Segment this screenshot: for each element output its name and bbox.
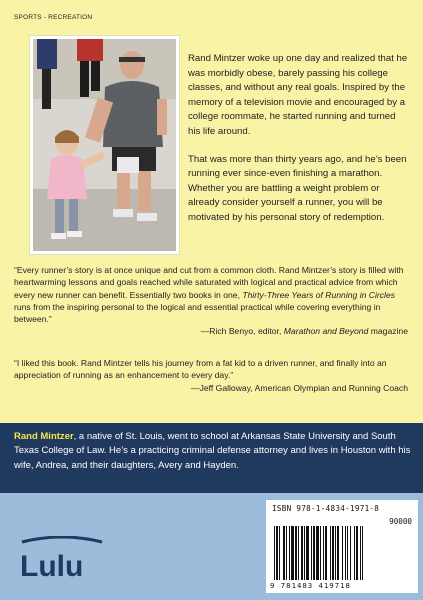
barcode-bars — [272, 526, 412, 580]
quote-1-attribution: —Rich Benyo, editor, Marathon and Beyond magazine — [200, 326, 408, 337]
category-label: SPORTS - RECREATION — [14, 14, 93, 21]
barcode — [266, 500, 418, 593]
intro-paragraph-2: That was more than thirty years ago, and he’s been running ever since-even finishing a marathon. Whether you are battling a weight problem or already consider yourself a runner, you will be motivated by his personal story of redemption. — [188, 153, 407, 223]
ean-number: 9 781483 419718 — [270, 581, 351, 590]
cover-photo — [30, 36, 179, 254]
runner-photo-illustration — [33, 39, 176, 251]
isbn-label: ISBN 978-1-4834-1971-8 — [272, 504, 380, 513]
lulu-logo-icon — [14, 536, 110, 584]
book-title: Thirty-Three Years of Running in Circles — [242, 289, 396, 300]
intro-paragraph-1: Rand Mintzer woke up one day and realized that he was morbidly obese, barely passing his college classes, and without any real goals. Inspired by the memory of a television movie and encouraged by a college roommate, he started running and turned his life around. — [188, 53, 408, 137]
author-bio: Rand Mintzer, a native of St. Louis, went to school at Arkansas State University and South Texas College of Law. He’s a practicing criminal defense attorney and lives in Houston with his wife, Andrea, and their daughters, Avery and Hayden. — [14, 431, 411, 471]
price-code: 90000 — [389, 517, 412, 526]
endorsement-quote-2: “I liked this book. Rand Mintzer tells his journey from a fat kid to a driven runner, and finally into an appreciation of running as an enhancement to every day.” —Jeff Galloway, American Olympian and Running Coach — [14, 358, 408, 393]
svg-text:Lulu: Lulu — [20, 550, 84, 583]
author-bio-band — [0, 423, 423, 493]
intro-text — [188, 52, 409, 239]
author-name: Rand Mintzer — [14, 431, 74, 442]
lulu-logo — [14, 536, 110, 584]
endorsement-quote-1: “Every runner’s story is at once unique and cut from a common cloth. Rand Mintzer’s story is filled with heartwarming lessons and goals reached while saturated with logical and practical advice from which every new runner can benefit. Essentially two books in one, Thirty-Three Years of Running in Circles runs from the inspiring personal to the logical and essential practical while covering everything in between.” —Rich Benyo, editor, Marathon and Beyond magazine — [14, 265, 408, 337]
quote-2-attribution: —Jeff Galloway, American Olympian and Running Coach — [190, 382, 408, 393]
